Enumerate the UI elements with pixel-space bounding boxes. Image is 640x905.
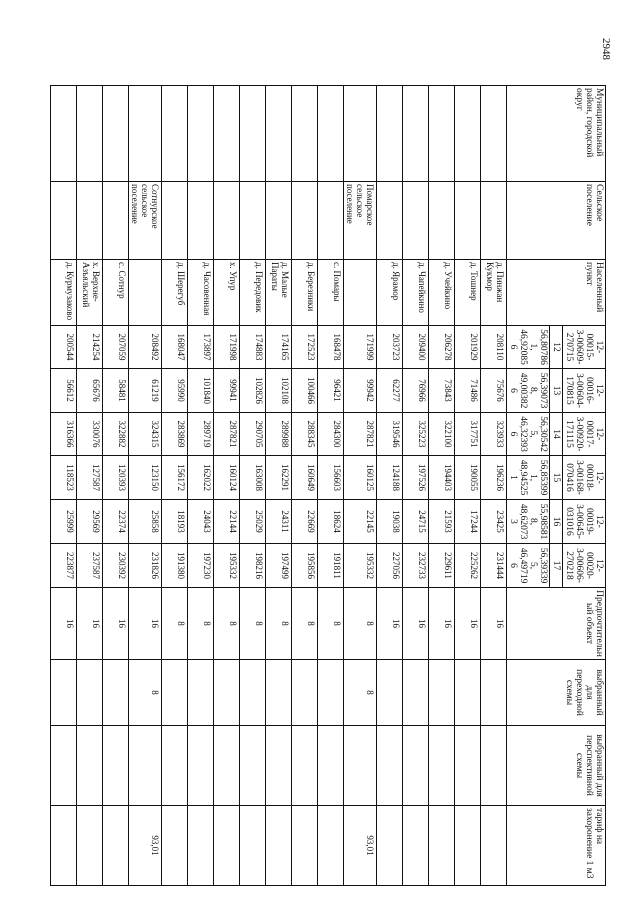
header-object-code: 12-00016-З-00604-170815 [563,369,606,413]
tariff-cell [51,806,77,886]
header-coordinates: 56,393395, 46,497196 [507,544,550,588]
distance-value: 99942 [344,369,377,413]
chosen-transitional-cell [103,660,129,726]
distance-value: 21593 [429,500,455,544]
distance-value: 96421 [318,369,344,413]
locality-cell: д. Шерегуб [162,260,188,326]
municipality-cell [429,86,455,182]
chosen-perspective-cell [129,726,162,806]
distance-value: 284300 [318,413,344,456]
locality-cell: д. Малые Параты [266,260,292,326]
distance-value: 75676 [481,369,507,413]
tariff-cell [403,806,429,886]
header-coordinates: 56,807861, 46,920856 [507,326,550,369]
distance-value: 194403 [429,456,455,500]
distance-value: 197526 [403,456,429,500]
preferred-cell: 16 [403,588,429,660]
distance-value: 229611 [429,544,455,588]
table-row [377,86,403,886]
chosen-transitional-cell [77,660,103,726]
distance-value: 191380 [162,544,188,588]
settlement-cell [377,182,403,260]
chosen-perspective-cell [403,726,429,806]
settlement-cell [481,182,507,260]
header-settlement: Сельское поселение [507,182,606,260]
distance-value: 191811 [318,544,344,588]
distance-value: 206278 [429,326,455,369]
preferred-cell: 8 [292,588,318,660]
distance-value: 156172 [162,456,188,500]
distance-value: 190055 [455,456,481,500]
distance-value: 127587 [77,456,103,500]
preferred-cell: 16 [103,588,129,660]
municipality-cell [129,86,162,182]
distance-value: 25858 [129,500,162,544]
locality-cell: с. Помары [318,260,344,326]
tariff-cell: 93,01 [129,806,162,886]
distance-value: 118523 [51,456,77,500]
chosen-transitional-cell [266,660,292,726]
distance-value: 197230 [188,544,214,588]
distance-value: 223877 [51,544,77,588]
distance-value: 22669 [292,500,318,544]
locality-cell: д. Учейкино [429,260,455,326]
locality-cell: д. Передовик [240,260,266,326]
distance-value: 168047 [162,326,188,369]
distance-value: 227056 [377,544,403,588]
settlement-cell: Сотнурское сельское поселение [129,182,162,260]
preferred-cell: 16 [429,588,455,660]
chosen-transitional-cell [377,660,403,726]
chosen-transitional-cell [455,660,481,726]
distance-value: 76966 [403,369,429,413]
header-object-code: 12-00017-З-00920-171115 [563,413,606,456]
distance-value: 290705 [240,413,266,456]
settlement-cell [103,182,129,260]
table-row [240,86,266,886]
distance-value: 18193 [162,500,188,544]
chosen-transitional-cell: 8 [344,660,377,726]
header-chosen-perspective: выбранный для перспективной схемы [507,726,606,806]
distance-value: 24311 [266,500,292,544]
tariff-cell [266,806,292,886]
municipality-cell [51,86,77,182]
locality-cell: д. Курмузаково [51,260,77,326]
distance-value: 160124 [214,456,240,500]
settlement-cell [77,182,103,260]
distance-value: 171999 [344,326,377,369]
distance-value: 25999 [51,500,77,544]
preferred-cell: 16 [455,588,481,660]
preferred-cell: 16 [51,588,77,660]
distance-value: 73843 [429,369,455,413]
distance-value: 174165 [266,326,292,369]
distance-value: 203723 [377,326,403,369]
municipality-cell [292,86,318,182]
settlement-cell [292,182,318,260]
data-table [50,85,606,886]
distance-value: 65676 [77,369,103,413]
tariff-cell [103,806,129,886]
municipality-cell [377,86,403,182]
tariff-cell [162,806,188,886]
municipality-cell [481,86,507,182]
distance-value: 207059 [103,326,129,369]
tariff-cell [455,806,481,886]
locality-cell: д. Березники [292,260,318,326]
distance-value: 208492 [129,326,162,369]
municipality-cell [240,86,266,182]
header-column-number: 17 [550,544,563,588]
settlement-cell [188,182,214,260]
municipality-cell [403,86,429,182]
distance-value: 25029 [240,500,266,544]
municipality-cell [344,86,377,182]
distance-value: 201929 [455,326,481,369]
chosen-transitional-cell [240,660,266,726]
distance-value: 100466 [292,369,318,413]
preferred-cell: 16 [377,588,403,660]
distance-value: 163008 [240,456,266,500]
locality-cell: д. Ярамор [377,260,403,326]
settlement-cell [240,182,266,260]
chosen-transitional-cell [429,660,455,726]
settlement-cell [51,182,77,260]
chosen-transitional-cell [292,660,318,726]
chosen-perspective-cell [188,726,214,806]
header-locality: Населенный пункт [507,260,606,326]
distance-value: 102108 [266,369,292,413]
tariff-cell [188,806,214,886]
preferred-cell: 8 [318,588,344,660]
distance-value: 156603 [318,456,344,500]
table-row [292,86,318,886]
distance-value: 160125 [344,456,377,500]
distance-value: 231826 [129,544,162,588]
distance-value: 287821 [344,413,377,456]
preferred-cell: 16 [77,588,103,660]
chosen-transitional-cell [162,660,188,726]
preferred-cell: 8 [214,588,240,660]
distance-value: 24043 [188,500,214,544]
distance-value: 102826 [240,369,266,413]
locality-cell: с. Сотнур [103,260,129,326]
distance-value: 174883 [240,326,266,369]
chosen-perspective-cell [214,726,240,806]
chosen-perspective-cell [77,726,103,806]
distance-value: 123150 [129,456,162,500]
distance-value: 200544 [51,326,77,369]
distance-value: 319546 [377,413,403,456]
distance-value: 22144 [214,500,240,544]
chosen-transitional-cell [51,660,77,726]
municipality-cell [214,86,240,182]
distance-value: 24715 [403,500,429,544]
table-row [318,86,344,886]
header-object-code: 12-00015-З-00609-270715 [563,326,606,369]
settlement-cell [266,182,292,260]
header-municipality: Муниципальный район, городской округ [507,86,606,182]
locality-cell: х. Верхне-Азъяльский [77,260,103,326]
header-row-codes [563,86,606,886]
table-row [103,86,129,886]
locality-cell: х. Упур [214,260,240,326]
distance-value: 172523 [292,326,318,369]
distance-value: 322100 [429,413,455,456]
distance-value: 22374 [103,500,129,544]
header-coordinates: 56,390738, 49,003826 [507,369,550,413]
header-object-code: 12-00020-З-00606-270218 [563,544,606,588]
distance-value: 330076 [77,413,103,456]
distance-value: 160649 [292,456,318,500]
chosen-transitional-cell [318,660,344,726]
table-row [77,86,103,886]
municipality-cell [103,86,129,182]
distance-value: 196236 [481,456,507,500]
header-preferred: Предпочтительный объект [507,588,606,660]
header-coordinates: 56,305425, 46,323936 [507,413,550,456]
table-row [188,86,214,886]
tariff-cell [481,806,507,886]
chosen-transitional-cell: 8 [129,660,162,726]
header-coordinates: 55,985818, 48,620733 [507,500,550,544]
table-row [129,86,162,886]
preferred-cell: 8 [266,588,292,660]
tariff-cell [240,806,266,886]
municipality-cell [188,86,214,182]
page-number: 2948 [600,38,612,60]
chosen-perspective-cell [429,726,455,806]
distance-value: 61219 [129,369,162,413]
tariff-cell [377,806,403,886]
distance-value: 195332 [214,544,240,588]
tariff-cell [429,806,455,886]
chosen-transitional-cell [403,660,429,726]
tariff-cell [214,806,240,886]
distance-value: 120393 [103,456,129,500]
distance-value: 322882 [103,413,129,456]
locality-cell: д. Пинжан Кукмор [481,260,507,326]
municipality-cell [77,86,103,182]
municipality-cell [266,86,292,182]
settlement-cell [455,182,481,260]
distance-value: 99941 [214,369,240,413]
distance-value: 325223 [403,413,429,456]
preferred-cell: 8 [162,588,188,660]
distance-value: 101840 [188,369,214,413]
chosen-perspective-cell [481,726,507,806]
header-tariff: тариф на захоронение 1 м3 [507,806,606,886]
distance-value: 237587 [77,544,103,588]
distance-value: 17244 [455,500,481,544]
distance-value: 71486 [455,369,481,413]
distance-value: 289988 [266,413,292,456]
locality-cell: д. Часовенная [188,260,214,326]
chosen-perspective-cell [292,726,318,806]
distance-value: 209400 [403,326,429,369]
distance-value: 287821 [214,413,240,456]
table-container [65,85,606,885]
chosen-perspective-cell [318,726,344,806]
table-row [429,86,455,886]
distance-value: 230392 [103,544,129,588]
distance-value: 195856 [292,544,318,588]
municipality-cell [162,86,188,182]
distance-value: 323933 [481,413,507,456]
chosen-perspective-cell [344,726,377,806]
distance-value: 168478 [318,326,344,369]
distance-value: 171998 [214,326,240,369]
distance-value: 225262 [455,544,481,588]
settlement-cell [214,182,240,260]
table-row [481,86,507,886]
table-row [455,86,481,886]
chosen-perspective-cell [51,726,77,806]
distance-value: 19038 [377,500,403,544]
chosen-transitional-cell [188,660,214,726]
chosen-perspective-cell [240,726,266,806]
table-row [344,86,377,886]
header-column-number: 16 [550,500,563,544]
chosen-perspective-cell [455,726,481,806]
municipality-cell [455,86,481,182]
table-row [214,86,240,886]
distance-value: 324315 [129,413,162,456]
chosen-perspective-cell [266,726,292,806]
distance-value: 58481 [103,369,129,413]
municipality-cell [318,86,344,182]
distance-value: 62277 [377,369,403,413]
preferred-cell: 8 [240,588,266,660]
preferred-cell: 8 [344,588,377,660]
table-row [403,86,429,886]
preferred-cell: 16 [129,588,162,660]
tariff-cell: 93,01 [344,806,377,886]
settlement-cell [162,182,188,260]
chosen-perspective-cell [103,726,129,806]
chosen-perspective-cell [377,726,403,806]
settlement-cell [429,182,455,260]
header-column-number: 15 [550,456,563,500]
distance-value: 289719 [188,413,214,456]
preferred-cell: 16 [481,588,507,660]
distance-value: 162022 [188,456,214,500]
header-coordinates: 56,853991, 48,945251 [507,456,550,500]
distance-value: 23425 [481,500,507,544]
distance-value: 197499 [266,544,292,588]
chosen-perspective-cell [162,726,188,806]
locality-cell [344,260,377,326]
settlement-cell: Помарское сельское поселение [344,182,377,260]
chosen-transitional-cell [214,660,240,726]
distance-value: 22145 [344,500,377,544]
distance-value: 195332 [344,544,377,588]
header-column-number: 13 [550,369,563,413]
tariff-cell [77,806,103,886]
distance-value: 173897 [188,326,214,369]
preferred-cell: 8 [188,588,214,660]
tariff-cell [292,806,318,886]
header-column-number: 12 [550,326,563,369]
distance-value: 317751 [455,413,481,456]
settlement-cell [318,182,344,260]
distance-value: 95990 [162,369,188,413]
tariff-cell [318,806,344,886]
distance-value: 232733 [403,544,429,588]
header-column-number: 14 [550,413,563,456]
header-object-code: 12-00018-З-00168-070416 [563,456,606,500]
distance-value: 18624 [318,500,344,544]
locality-cell [129,260,162,326]
table-row [266,86,292,886]
locality-cell: д. Чапейкино [403,260,429,326]
distance-value: 214254 [77,326,103,369]
distance-value: 208110 [481,326,507,369]
distance-value: 231444 [481,544,507,588]
distance-value: 288345 [292,413,318,456]
table-row [51,86,77,886]
distance-value: 29569 [77,500,103,544]
distance-value: 124188 [377,456,403,500]
distance-value: 56612 [51,369,77,413]
header-object-code: 12-00019-З-00645-031016 [563,500,606,544]
header-chosen-transitional: выбранный для переходной схемы [507,660,606,726]
locality-cell: д. Тошнер [455,260,481,326]
settlement-cell [403,182,429,260]
distance-value: 316366 [51,413,77,456]
distance-value: 198216 [240,544,266,588]
distance-value: 162291 [266,456,292,500]
chosen-transitional-cell [481,660,507,726]
table-row [162,86,188,886]
distance-value: 283869 [162,413,188,456]
